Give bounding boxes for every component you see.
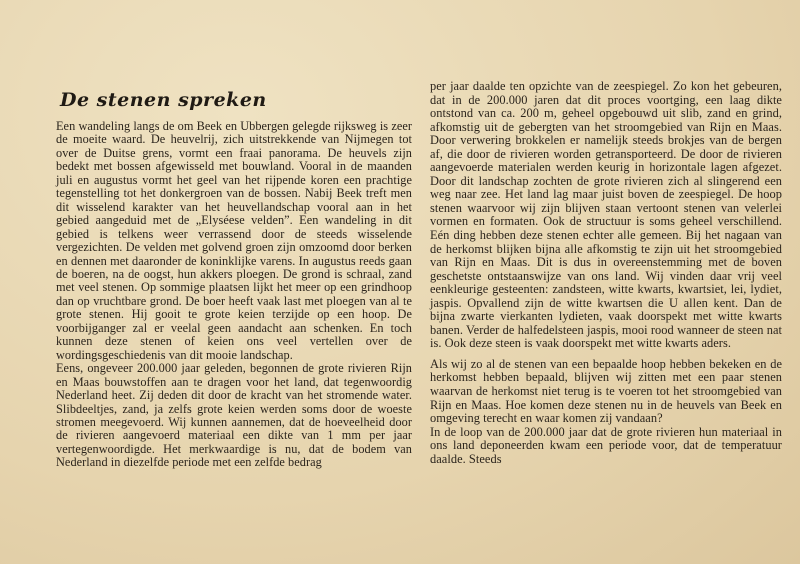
paragraph-deposits: per jaar daalde ten opzichte van de zeespiegel. Zo kon het gebeuren, dat in de 200.000 jaren dat dit proces voortging, een laag dikte ontstond van ca. 200 m, geheel opgebouwd uit slib, zand en grind, afkomstig uit de gebergten van het stroomgebied van Rijn en Maas. Door verwering brokkelen er namelijk steeds brokjes van de bergen af, die door de rivieren worden getransporteerd. De door de rivieren aangevoerde materialen werden keurig in horizontale lagen afgezet. Door dit landschap zochten de grote rivieren zich al slingerend een weg naar zee. Het land lag maar juist boven de zeespiegel. De hoop stenen waarvoor wij zijn blijven staan vertoont stenen van velerlei vormen en formaten. Ook de structuur is soms geheel verschillend. Eén ding hebben deze stenen echter alle gemeen. Bij het nagaan van de herkomst blijken bijna alle afkomstig te zijn uit het stroomgebied van Rijn en Maas. Dit is dus in overeenstemming met de boven geschetste ontstaanswijze van ons land. Wij vinden daar vrij veel eenkleurige gesteenten: zandsteen, witte kwarts, kwartsiet, lei, lydiet, jaspis. Opvallend zijn de witte kwartsen die U allen kent. Dan de bijna zwarte vierkanten lydieten, vaak doorspekt met witte kwarts banen. Verder de halfedelsteen jaspis, mooi rood wanneer de steen nat is. Ook deze steen is vaak doorspekt met witte kwarts aders. xyxy=(430,79,782,351)
left-column xyxy=(56,88,412,470)
paragraph-question: Als wij zo al de stenen van een bepaalde hoop hebben bekeken en de herkomst hebben bepaald, blijven wij zitten met een paar stenen waarvan de herkomst niet terug is te voeren tot het stroomgebied van Rijn en Maas. Hoe komen deze stenen nu in de heuvels van Beek en omgeving terecht en waar komen zij vandaan? xyxy=(430,356,782,426)
article-title: De stenen spreken xyxy=(60,89,267,111)
paragraph-intro: Een wandeling langs de om Beek en Ubbergen gelegde rijksweg is zeer de moeite waard. De heuvelrij, zich uitstrekkende van Nijmegen tot over de Duitse grens, vormt een fraai panorama. De heuvels zijn bedekt met bossen afgewisseld met bouwland. Vooral in de maanden juli en augustus vormt het geel van het rijpende koren een prachtige tegenstelling tot het donkergroen van de bossen. Nabij Beek treft men dit wisselend karakter van het heuvellandschap vooral aan in het gebied aangeduid met de „Elyséese velden”. Een wandeling in dit gebied is telkens weer verrassend door de steeds wisselende vergezichten. De velden met golvend groen zijn omzoomd door berken en dennen met daaronder de koninklijke varens. In augustus reeds gaan de boeren, na de oogst, hun akkers ploegen. De grond is schraal, zand met veel stenen. Op sommige plaatsen lijkt het meer op een grindhoop dan op vruchtbare grond. De boer heeft vaak last met ploegen van al te grote stenen. Hij gooit te grote keien terzijde op een hoop. De voorbijganger zal er veelal geen aandacht aan schenken. En toch kunnen deze stenen of keien ons veel vertellen over de wordingsgeschiedenis van dit mooie landschap. xyxy=(56,119,412,362)
right-column xyxy=(430,80,782,466)
paragraph-history: Eens, ongeveer 200.000 jaar geleden, begonnen de grote rivieren Rijn en Maas bouwstoffen aan te dragen voor het land, dat tegenwoordig Nederland heet. Zij deden dit door de kracht van het stromende water. Slibdeeltjes, zand, ja zelfs grote keien werden soms door de woeste stromen meegevoerd. Wij kunnen aannemen, dat de hoeveelheid door de rivieren aangevoerd materiaal een dikte van 1 mm per jaar vertegenwoordigde. Het merkwaardige is nu, dat de bodem van Nederland in diezelfde periode met een zelfde bedrag xyxy=(56,361,412,470)
paragraph-ice-age: In de loop van de 200.000 jaar dat de grote rivieren hun materiaal in ons land deponeerden kwam een periode voor, dat de temperatuur daalde. Steeds xyxy=(430,424,782,466)
